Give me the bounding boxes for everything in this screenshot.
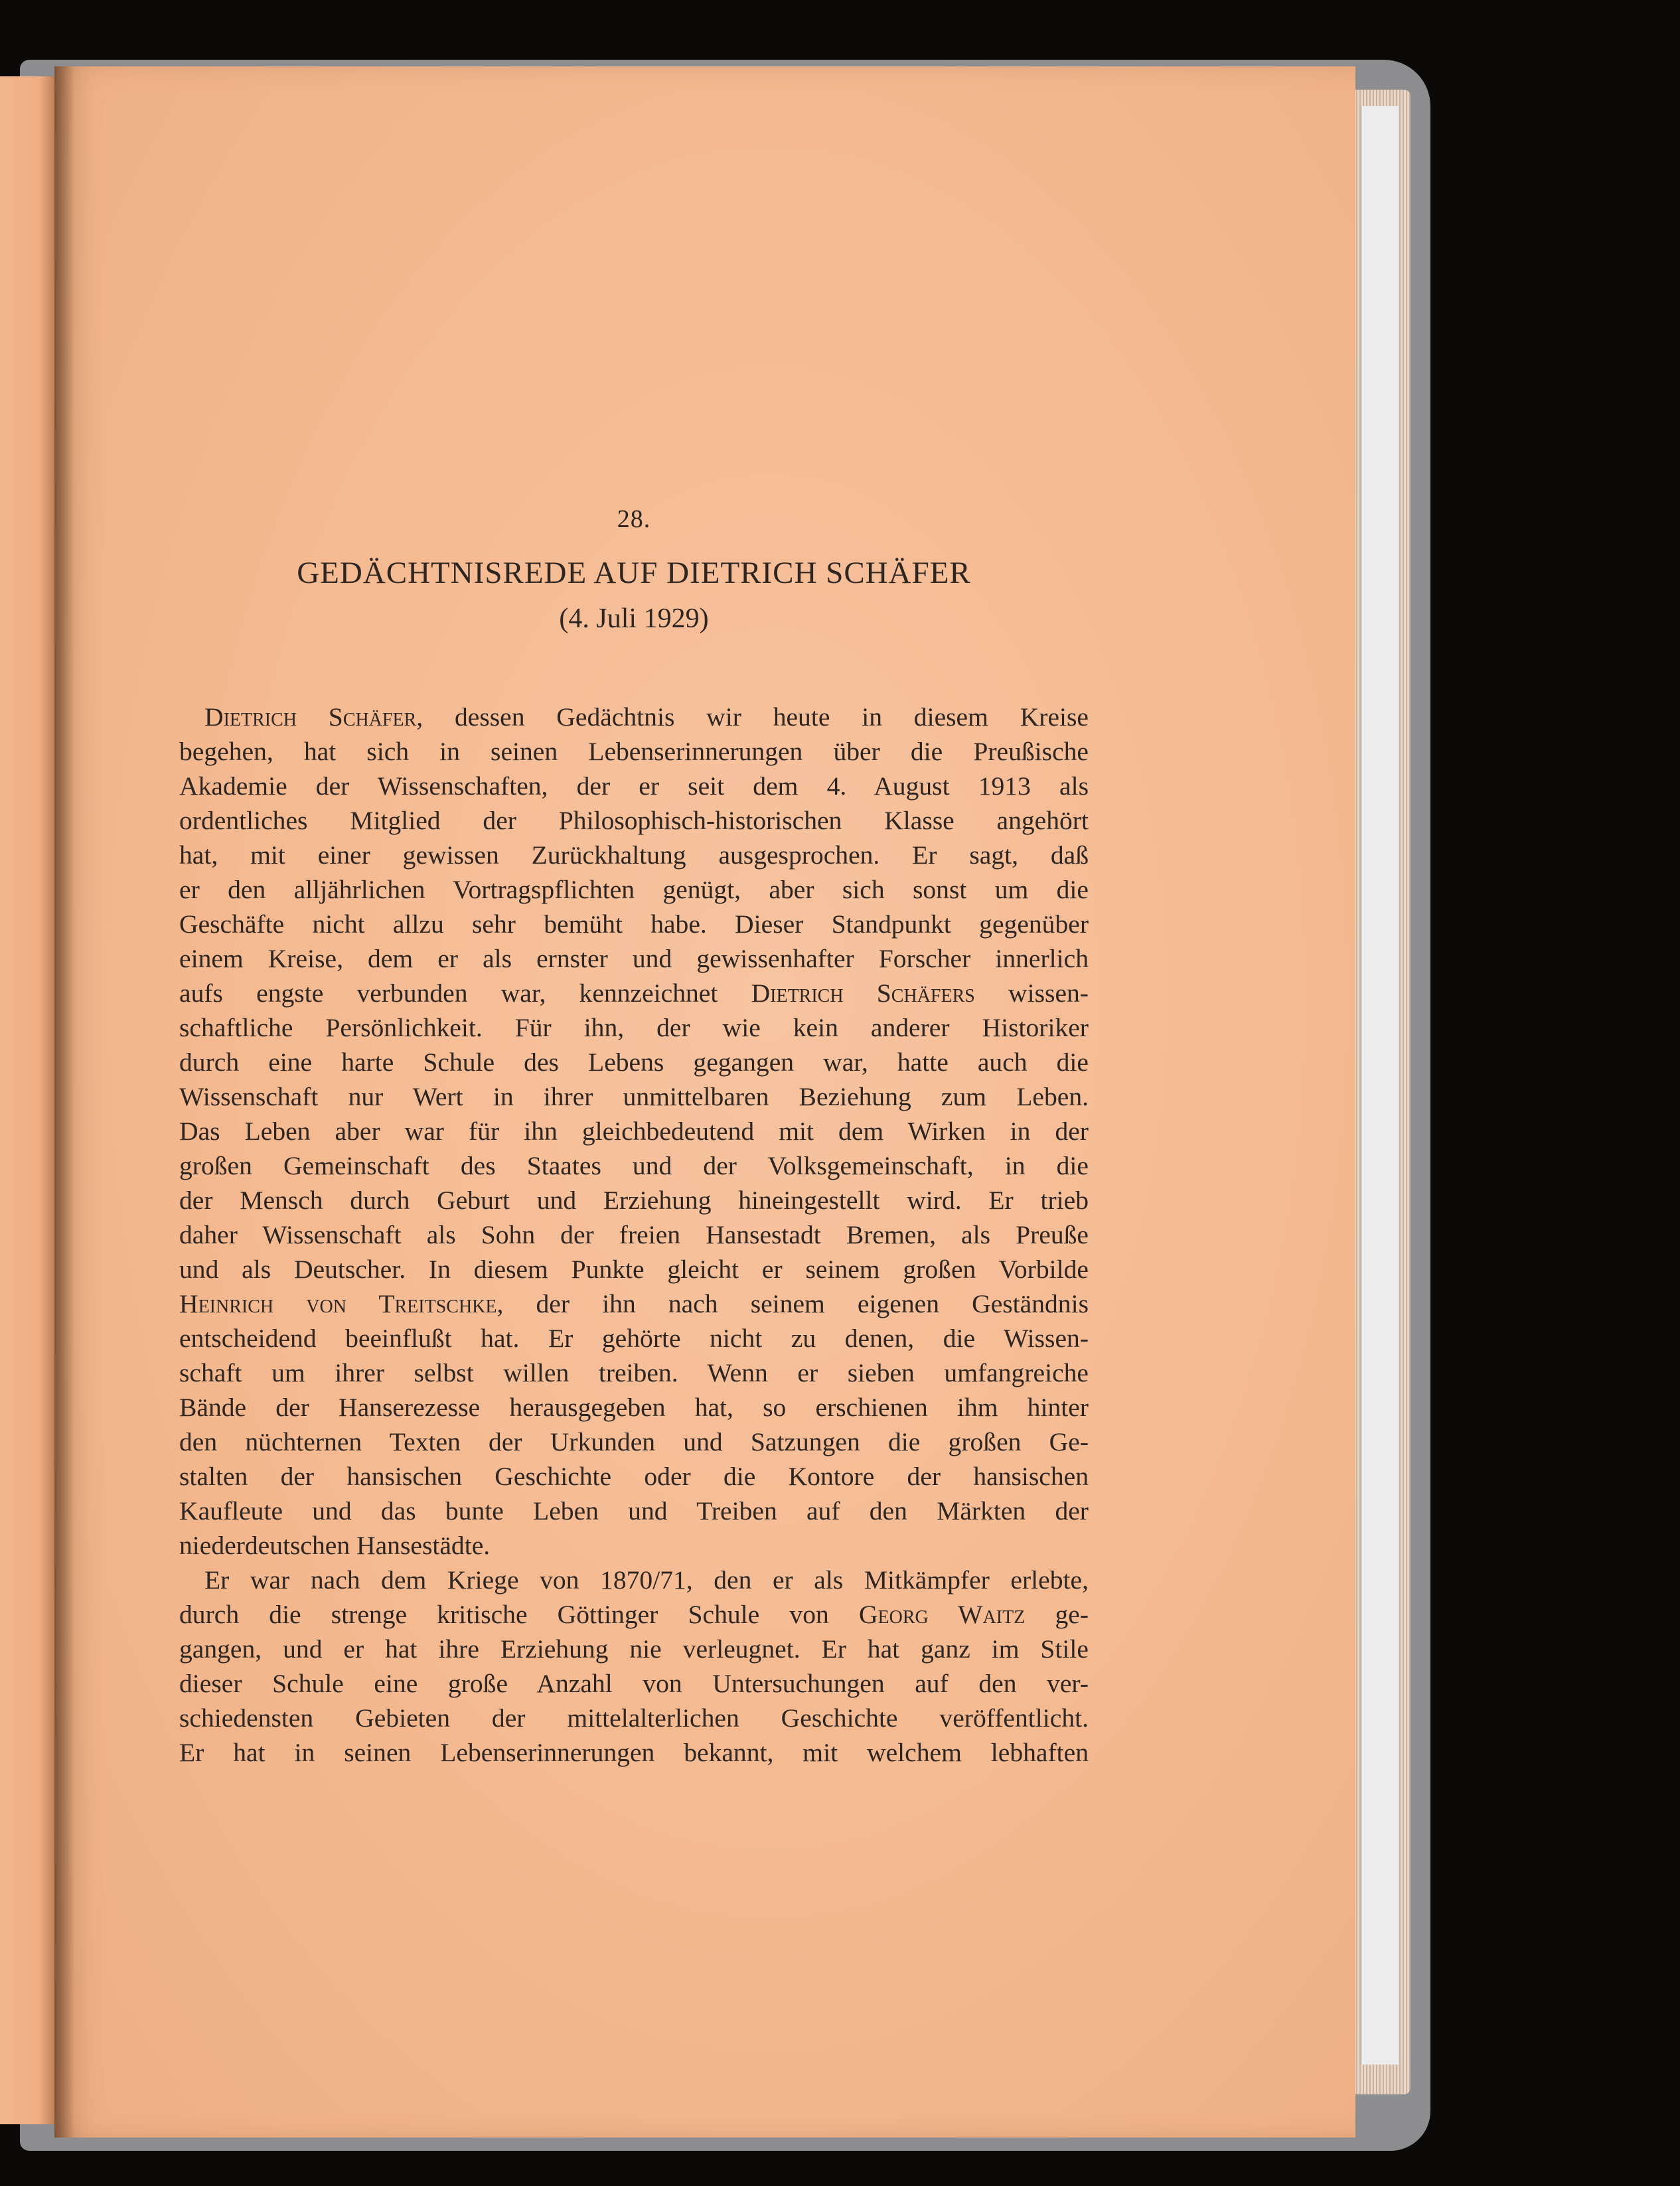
name-smallcaps: Heinrich von Treitschke	[179, 1289, 497, 1318]
page-text	[179, 505, 1089, 1770]
text-line: entscheidend beeinflußt hat. Er gehörte nicht zu denen, die Wissen-	[179, 1324, 1089, 1353]
text-line: schaftliche Persönlichkeit. Für ihn, der wie kein anderer Historiker	[179, 1013, 1089, 1042]
text-line: Das Leben aber war für ihn gleichbedeutend mit dem Wirken in der	[179, 1117, 1089, 1146]
text-line	[179, 1597, 1089, 1632]
text-line: Kaufleute und das bunte Leben und Treiben auf den Märkten der	[179, 1496, 1089, 1525]
text-line: Bände der Hanserezesse herausgegeben hat, so erschienen ihm hinter	[179, 1393, 1089, 1422]
text-line: stalten der hansischen Geschichte oder die Kontore der hansischen	[179, 1462, 1089, 1491]
text-line: niederdeutschen Hansestädte.	[179, 1531, 491, 1560]
text-fragment: , der ihn nach seinem eigenen Geständnis	[496, 1289, 1089, 1318]
text-line: er den alljährlichen Vortragspflichten genügt, aber sich sonst um die	[179, 875, 1089, 904]
page-title: GEDÄCHTNISREDE AUF DIETRICH SCHÄFER	[297, 556, 971, 590]
text-line: Er war nach dem Kriege von 1870/71, den er als Mitkämpfer erlebte,	[204, 1565, 1089, 1595]
gutter-shadow	[54, 66, 74, 2138]
text-line: gangen, und er hat ihre Erziehung nie verleugnet. Er hat ganz im Stile	[179, 1634, 1089, 1664]
text-line: einem Kreise, dem er als ernster und gewissenhafter Forscher innerlich	[179, 944, 1089, 973]
text-line: ordentliches Mitglied der Philosophisch-historischen Klasse angehört	[179, 806, 1089, 835]
name-smallcaps: Dietrich Schäfer	[204, 702, 417, 732]
text-line: Akademie der Wissenschaften, der er seit dem 4. August 1913 als	[179, 771, 1089, 801]
text-line: Wissenschaft nur Wert in ihrer unmittelbaren Beziehung zum Leben.	[179, 1082, 1089, 1111]
text-line: und als Deutscher. In diesem Punkte gleicht er seinem großen Vorbilde	[179, 1255, 1089, 1284]
text-line: Er hat in seinen Lebenserinnerungen bekannt, mit welchem lebhaften	[179, 1738, 1089, 1767]
text-line: Geschäfte nicht allzu sehr bemüht habe. Dieser Standpunkt gegenüber	[179, 909, 1089, 939]
chapter-number: 28.	[617, 505, 651, 533]
text-line: durch eine harte Schule des Lebens gegangen war, hatte auch die	[179, 1048, 1089, 1077]
text-fragment: durch die strenge kritische Göttinger Schule von	[179, 1600, 859, 1629]
text-line: der Mensch durch Geburt und Erziehung hineingestellt wird. Er trieb	[179, 1186, 1089, 1215]
text-line: schiedensten Gebieten der mittelalterlichen Geschichte veröffentlicht.	[179, 1703, 1089, 1733]
name-smallcaps: Georg Waitz	[858, 1600, 1026, 1629]
page-edges-inner	[1361, 106, 1399, 2065]
text-line: großen Gemeinschaft des Staates und der Volksgemeinschaft, in die	[179, 1151, 1089, 1180]
text-line: den nüchternen Texten der Urkunden und Satzungen die großen Ge-	[179, 1427, 1089, 1456]
text-line: schaft um ihrer selbst willen treiben. Wenn er sieben umfangreiche	[179, 1358, 1089, 1387]
text-line: hat, mit einer gewissen Zurückhaltung ausgesprochen. Er sagt, daß	[179, 840, 1089, 870]
text-line	[179, 976, 1089, 1010]
text-line: daher Wissenschaft als Sohn der freien Hansestadt Bremen, als Preuße	[179, 1220, 1089, 1249]
text-fragment: ge-	[1025, 1600, 1089, 1629]
text-fragment: aufs engste verbunden war, kennzeichnet	[179, 978, 751, 1008]
left-page-edge	[0, 76, 56, 2124]
text-fragment: wissen-	[974, 978, 1089, 1008]
text-line	[179, 700, 1089, 734]
paragraph-1	[179, 700, 1089, 1563]
text-line: dieser Schule eine große Anzahl von Untersuchungen auf den ver-	[179, 1669, 1089, 1698]
text-line	[179, 1287, 1089, 1321]
paragraph-2	[179, 1563, 1089, 1770]
name-smallcaps: Dietrich Schäfers	[751, 978, 975, 1008]
text-fragment: , dessen Gedächtnis wir heute in diesem Kreise	[416, 702, 1089, 732]
speech-date: (4. Juli 1929)	[559, 603, 709, 634]
text-line: begehen, hat sich in seinen Lebenserinnerungen über die Preußische	[179, 737, 1089, 766]
